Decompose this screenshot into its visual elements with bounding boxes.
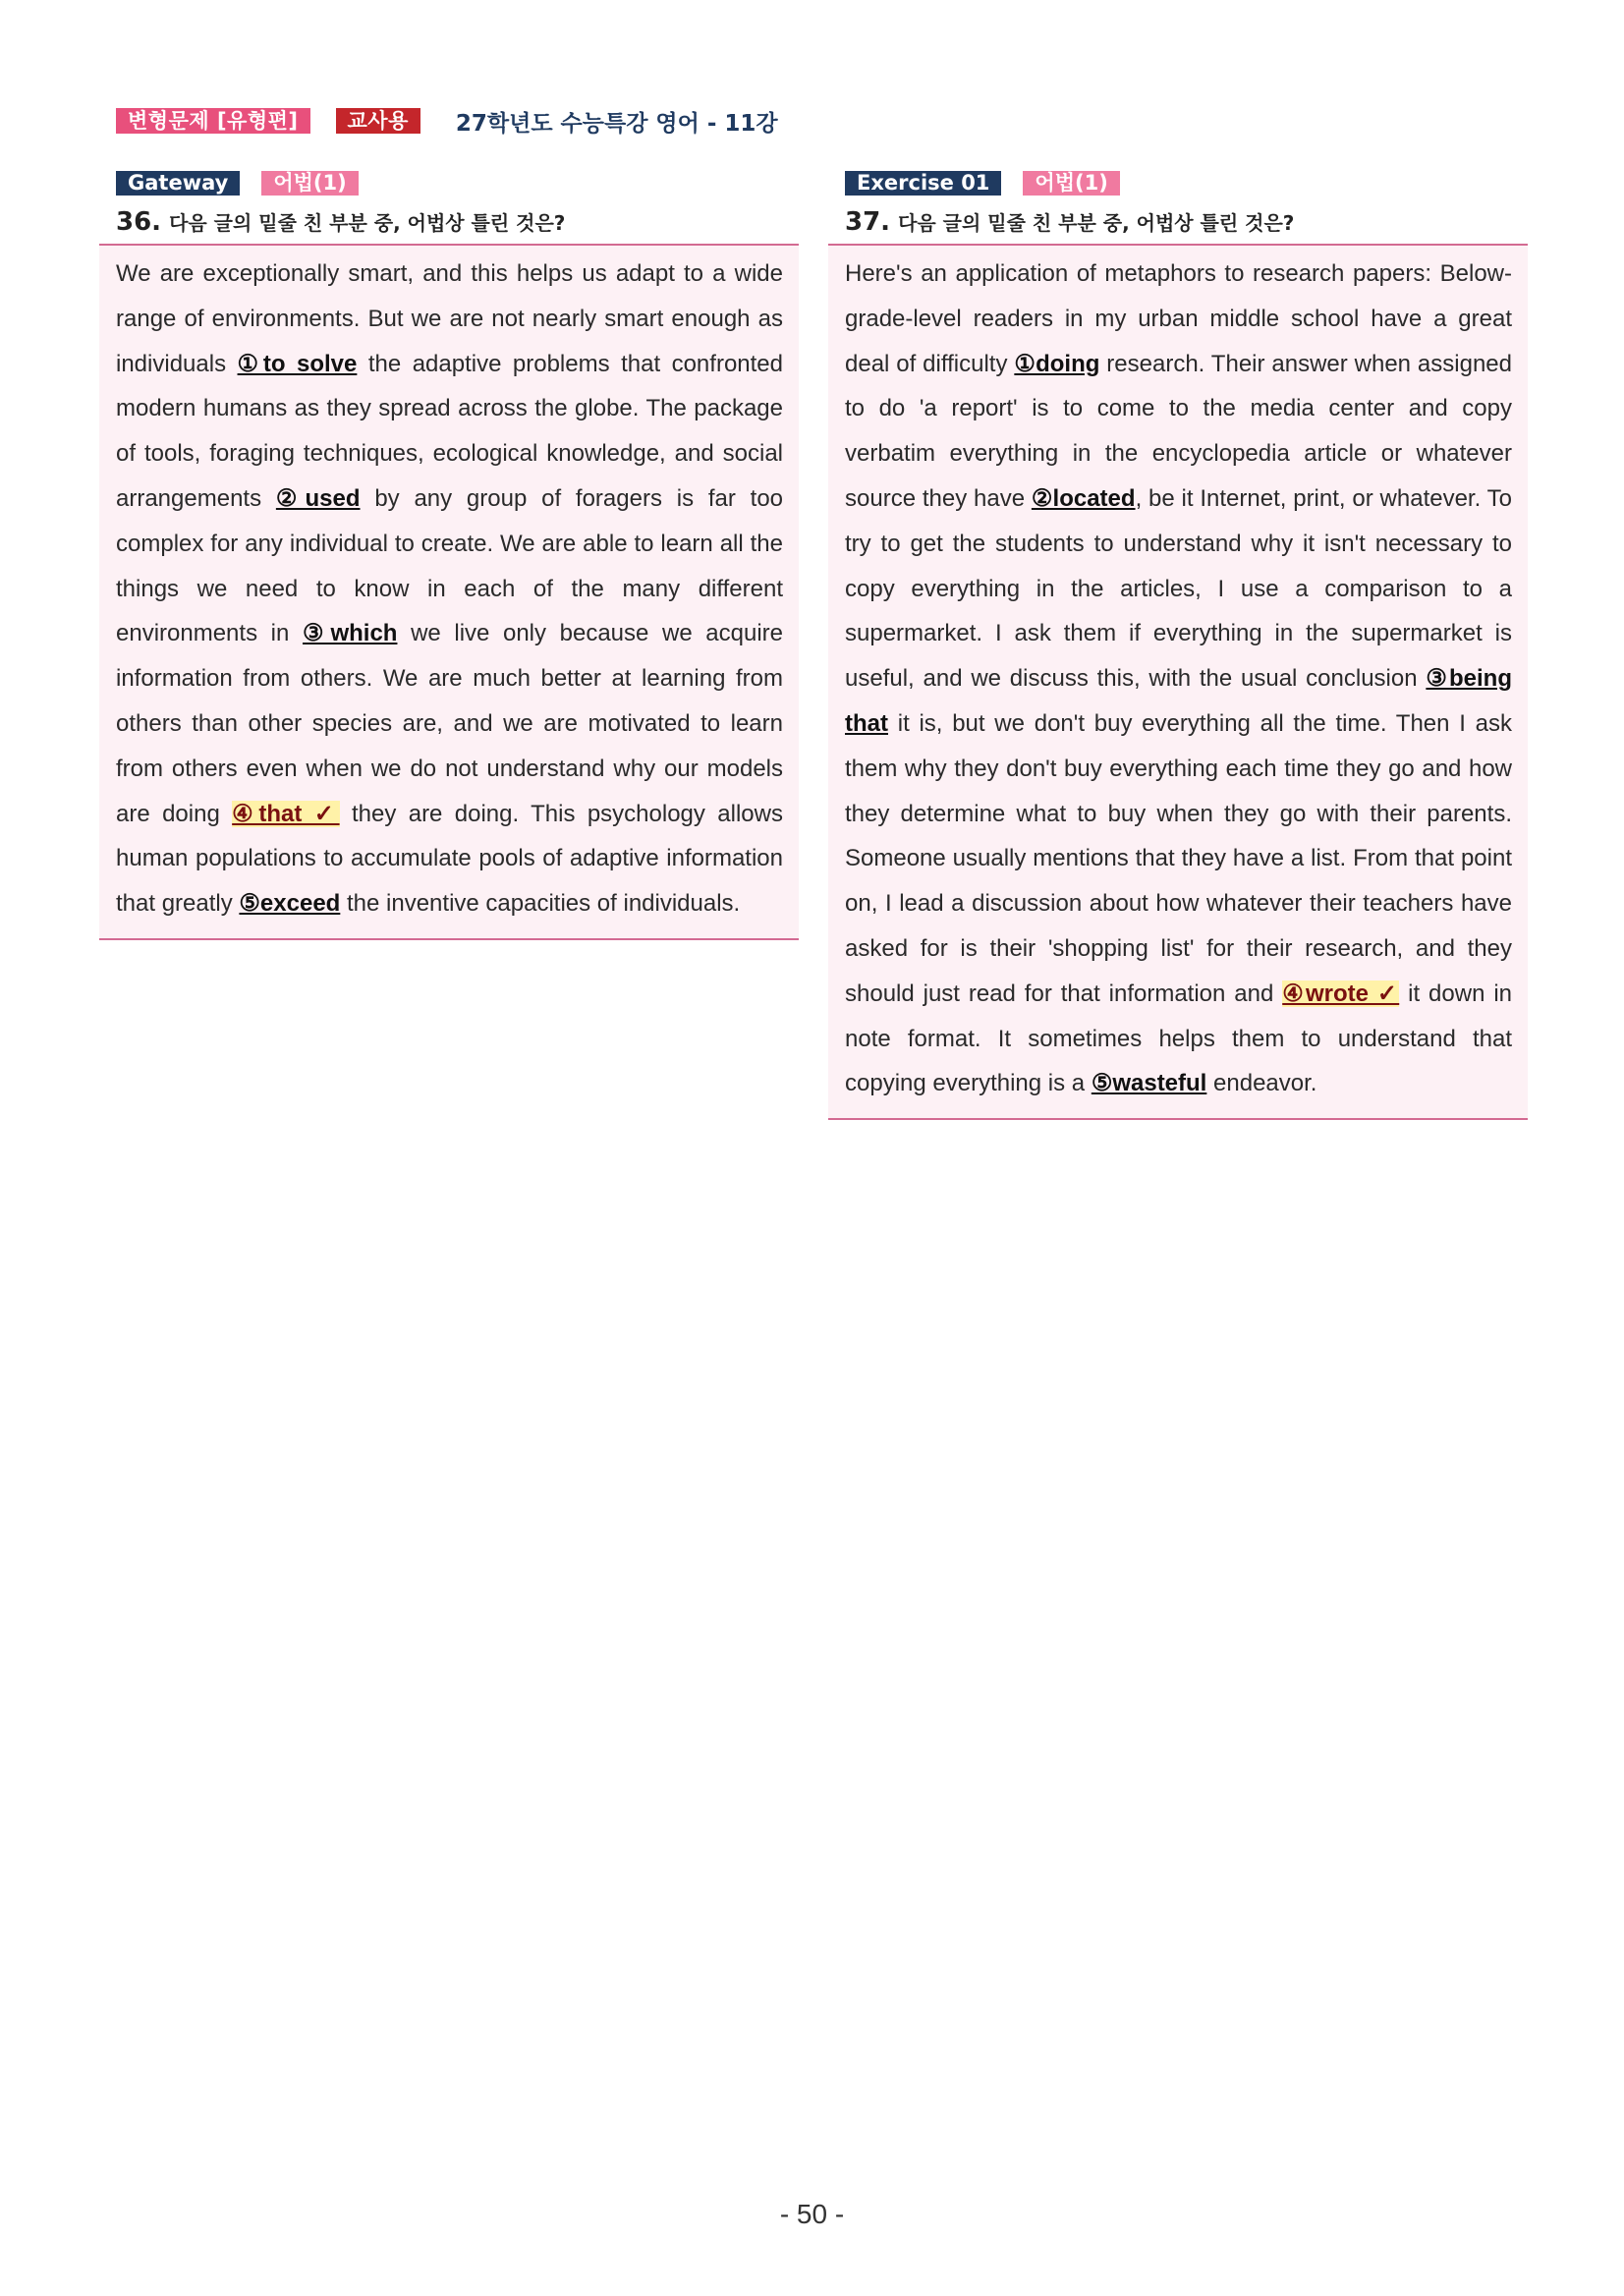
passage-text: endeavor. [1206,1070,1317,1097]
question-labels [116,169,799,196]
question-36-column [99,169,799,940]
exercise-label: Exercise 01 [845,171,1001,196]
passage-text: the inventive capacities of individuals. [340,890,741,918]
passage-text: it is, but we don't buy everything all the time. Then I ask them why they don't buy everything each time they go and how they determine what to buy when they go with their parents. Someone usually mentions that they have a list. From that point on, I lead a discussion about how whatever their teachers have asked for is their 'shopping list' for their research, and they should just read for that information and [845,709,1512,1007]
passage-text: it down in note format. It sometimes helps them to understand that copying everything is a [845,980,1512,1097]
passage-text: , be it Internet, print, or whatever. To try to get the students to understand why it isn't necessary to copy everything in the articles, I use a comparison to a supermarket. I ask them if everything in the supermarket is useful, and we discuss this, with the usual conclusion [845,484,1512,693]
option-1: ①to solve [237,350,358,377]
document-title: 27학년도 수능특강 영어 - 11강 [455,110,778,137]
option-3: ③being that [845,665,1513,737]
passage-text: the adaptive problems that confronted modern humans as they spread across the globe. The package of tools, foraging techniques, ecological knowledge, and social arrangements [116,350,784,512]
page-header [116,106,778,136]
question-number: 36. [116,207,162,237]
option-4-answer: ④that ✓ [232,800,340,827]
question-number: 37. [845,207,891,237]
passage-text: We are exceptionally smart, and this helps us adapt to a wide range of environments. But we are not nearly smart enough as individuals [116,260,783,377]
question-labels [845,169,1528,196]
passage-text: they are doing. This psychology allows human populations to accumulate pools of adaptive information that greatly [116,800,783,918]
grammar-label: 어법(1) [1023,171,1119,196]
option-5: ⑤wasteful [1091,1070,1207,1097]
passage-box [99,244,799,940]
passage-box [828,244,1528,1120]
page-number: - 50 - [779,2199,845,2229]
passage-text: we live only because we acquire information from others. We are much better at learning from others than other species are, and we are motivated to learn from others even when we do not understand why our models are doing [116,620,783,827]
option-3: ③which [302,620,398,647]
question-stem [116,204,799,240]
gateway-label: Gateway [116,171,240,196]
grammar-label: 어법(1) [261,171,358,196]
question-text: 다음 글의 밑줄 친 부분 중, 어법상 틀린 것은? [169,211,566,235]
passage-text: research. Their answer when assigned to do 'a report' is to come to the media center and copy verbatim everything in the encyclopedia article or whatever source they have [845,350,1512,512]
option-2: ②used [275,484,361,512]
question-text: 다음 글의 밑줄 친 부분 중, 어법상 틀린 것은? [898,211,1295,235]
question-37-column [828,169,1528,1120]
teacher-tag: 교사용 [336,108,420,134]
type-tag: 변형문제 [유형편] [116,108,310,134]
option-2: ②located [1031,484,1136,512]
passage-text: by any group of foragers is far too complex for any individual to create. We are able to learn all the things we need to know in each of the many different environments in [116,484,784,647]
option-5: ⑤exceed [239,890,341,918]
passage-text: Here's an application of metaphors to research papers: Below-grade-level readers in my urban middle school have a great deal of difficulty [845,260,1512,377]
option-1: ①doing [1014,350,1100,377]
option-4-answer: ④wrote ✓ [1282,980,1400,1007]
question-stem [845,204,1528,240]
